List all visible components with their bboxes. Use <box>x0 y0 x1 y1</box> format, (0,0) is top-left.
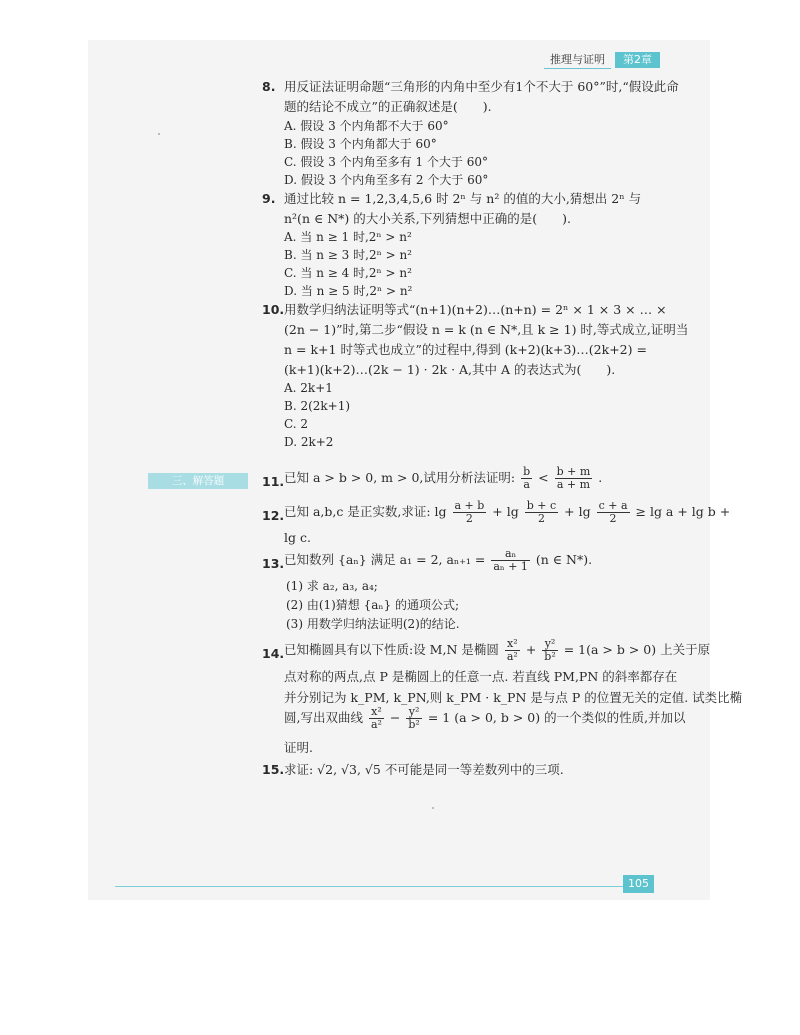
sub-question-3: (3) 用数学归纳法证明(2)的结论. <box>286 617 460 631</box>
option-d: D. 2k+2 <box>284 435 334 449</box>
question-text: 通过比较 n = 1,2,3,4,5,6 时 2ⁿ 与 n² 的值的大小,猜想出 2ⁿ 与 <box>284 191 642 206</box>
question-text: 已知数列 {aₙ} 满足 a₁ = 2, aₙ₊₁ = <box>284 552 486 567</box>
question-text: 求证: √2, √3, √5 不可能是同一等差数列中的三项. <box>284 762 564 777</box>
question-text-rest: (n ∈ N*). <box>535 552 593 567</box>
question-text: 题的结论不成立”的正确叙述是( ). <box>284 99 492 114</box>
option-d: D. 当 n ≥ 5 时,2ⁿ > n² <box>284 284 413 298</box>
less-than: < <box>538 470 549 485</box>
question-text: 并分别记为 k_PM, k_PN,则 k_PM · k_PN 是与点 P 的位置无关的定值. 试类比椭 <box>284 690 743 705</box>
question-text: 点对称的两点,点 P 是椭圆上的任意一点. 若直线 PM,PN 的斜率都存在 <box>284 669 678 684</box>
question-text: (2n − 1)”时,第二步“假设 n = k (n ∈ N*,且 k ≥ 1) 时,等式成立,证明当 <box>284 322 689 337</box>
speck <box>432 807 434 809</box>
fraction: $\frac{a + b}{2}$ <box>454 499 485 525</box>
question-text: n = k+1 时等式也成立”的过程中,得到 (k+2)(k+3)…(2k+2) = <box>284 342 647 357</box>
option-b: B. 假设 3 个内角都大于 60° <box>284 137 437 151</box>
option-a: A. 2k+1 <box>284 381 333 395</box>
question-number: 9. <box>262 191 276 206</box>
question-text: 已知椭圆具有以下性质:设 M,N 是椭圆 <box>284 642 499 657</box>
question-text: 圆,写出双曲线 <box>284 710 363 725</box>
question-number: 15. <box>262 762 285 777</box>
minus: − <box>389 710 401 725</box>
sub-question-2: (2) 由(1)猜想 {aₙ} 的通项公式; <box>286 598 460 612</box>
fraction: $\frac{\text{y²}}{\text{b²}}$ <box>544 637 556 663</box>
question-number: 8. <box>262 79 276 94</box>
plus-lg: + lg <box>492 504 519 519</box>
fraction: $\frac{\text{y²}}{\text{b²}}$ <box>408 705 420 731</box>
question-text: 用反证法证明命题“三角形的内角中至少有1个不大于 60°”时,“假设此命 <box>284 79 679 94</box>
question-text-rest: = 1 (a > 0, b > 0) 的一个类似的性质,并加以 <box>427 710 686 725</box>
question-text: n²(n ∈ N*) 的大小关系,下列猜想中正确的是( ). <box>284 211 571 226</box>
fraction: $\frac{b + c}{2}$ <box>526 499 557 525</box>
speck <box>158 133 160 135</box>
question-number: 10. <box>262 302 285 317</box>
page-number: 105 <box>623 875 654 893</box>
section-title: 推理与证明 <box>544 52 611 69</box>
question-number: 13. <box>262 556 285 571</box>
fraction: $\frac{\text{x²}}{\text{a²}}$ <box>506 637 518 663</box>
question-text: lg c. <box>284 530 311 545</box>
option-b: B. 当 n ≥ 3 时,2ⁿ > n² <box>284 248 412 262</box>
option-d: D. 假设 3 个内角至多有 2 个大于 60° <box>284 173 489 187</box>
plus: + <box>525 642 537 657</box>
plus-lg: + lg <box>564 504 591 519</box>
question-text-rest: = 1(a > b > 0) 上关于原 <box>563 642 711 657</box>
question-text: (k+1)(k+2)…(2k − 1) · 2k · A,其中 A 的表达式为( ). <box>284 362 616 377</box>
fraction: $\frac{b + m}{a + m}$ <box>556 465 591 491</box>
fraction: $\frac{\text{aₙ}}{\text{aₙ + 1}}$ <box>493 547 528 573</box>
question-text: 用数学归纳法证明等式“(n+1)(n+2)…(n+n) = 2ⁿ × 1 × 3 × … × <box>284 302 667 317</box>
fraction: $\frac{b}{a}$ <box>523 465 531 491</box>
option-a: A. 当 n ≥ 1 时,2ⁿ > n² <box>284 230 412 244</box>
fraction: $\frac{c + a}{2}$ <box>598 499 628 525</box>
question-text: 已知 a,b,c 是正实数,求证: lg <box>284 504 447 519</box>
section-tag: 三、解答题 <box>148 473 248 489</box>
running-header <box>544 52 660 68</box>
option-c: C. 当 n ≥ 4 时,2ⁿ > n² <box>284 266 412 280</box>
period: . <box>598 470 603 485</box>
sub-question-1: (1) 求 a₂, a₃, a₄; <box>286 579 378 593</box>
question-number: 12. <box>262 508 285 523</box>
question-text-rest: ≥ lg a + lg b + <box>635 504 731 519</box>
option-c: C. 2 <box>284 417 309 431</box>
fraction: $\frac{\text{x²}}{\text{a²}}$ <box>370 705 382 731</box>
question-text: 证明. <box>284 740 313 755</box>
chapter-badge: 第2章 <box>615 52 660 68</box>
footer-rule <box>115 886 623 887</box>
question-text: 已知 a > b > 0, m > 0,试用分析法证明: <box>284 470 516 485</box>
option-c: C. 假设 3 个内角至多有 1 个大于 60° <box>284 155 488 169</box>
option-a: A. 假设 3 个内角都不大于 60° <box>284 119 449 133</box>
question-number: 14. <box>262 646 285 661</box>
option-b: B. 2(2k+1) <box>284 399 351 413</box>
question-number: 11. <box>262 474 285 489</box>
